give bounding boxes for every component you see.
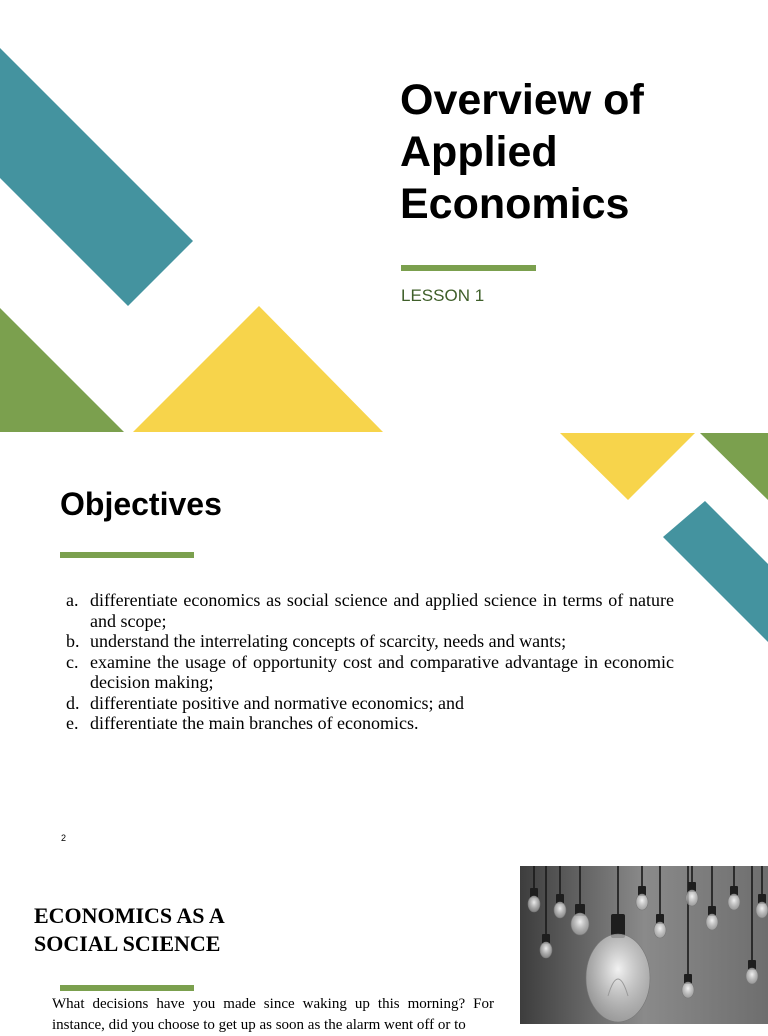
list-item	[66, 590, 674, 631]
title-line: SOCIAL SCIENCE	[34, 931, 221, 956]
lesson-label: LESSON 1	[401, 286, 485, 305]
list-item	[66, 652, 674, 693]
objectives-list	[66, 590, 674, 734]
list-item	[66, 693, 674, 714]
list-marker: a.	[66, 590, 79, 610]
teal-diagonal-band	[0, 48, 193, 306]
title-underline	[60, 985, 194, 991]
title-slide	[0, 0, 768, 432]
list-item-text: differentiate the main branches of economics.	[90, 713, 419, 733]
objectives-title: Objectives	[60, 486, 222, 522]
title-line: Applied	[400, 128, 558, 176]
green-triangle	[0, 308, 124, 432]
list-item	[66, 631, 674, 652]
title-line: Economics	[400, 180, 630, 228]
title-line: Overview of	[400, 76, 644, 124]
light-bulbs-photo	[520, 866, 768, 1024]
list-marker: e.	[66, 713, 79, 733]
yellow-triangle	[133, 306, 383, 432]
green-triangle	[700, 433, 768, 500]
body-paragraph: What decisions have you made since waking up this morning? For instance, did you choose to get up as soon as the alarm went off or to	[52, 996, 494, 1033]
objectives-slide	[0, 432, 768, 864]
list-marker: c.	[66, 651, 79, 672]
title-underline	[60, 552, 194, 558]
presentation-title	[400, 74, 730, 230]
section-title	[34, 902, 334, 958]
list-item-text: differentiate economics as social science and applied science in terms of nature and scope;	[90, 590, 674, 631]
social-science-slide	[0, 864, 768, 1033]
list-marker: d.	[66, 692, 80, 713]
page-number: 2	[61, 833, 67, 843]
teal-diagonal-band	[663, 501, 768, 642]
yellow-triangle	[560, 433, 695, 500]
title-line: ECONOMICS AS A	[34, 903, 225, 928]
list-item	[66, 713, 674, 734]
list-marker: b.	[66, 631, 80, 651]
list-item-text: understand the interrelating concepts of scarcity, needs and wants;	[90, 631, 567, 651]
title-underline	[401, 265, 536, 271]
list-item-text: differentiate positive and normative economics; and	[90, 692, 465, 713]
list-item-text: examine the usage of opportunity cost and comparative advantage in economic decision making;	[90, 651, 674, 692]
